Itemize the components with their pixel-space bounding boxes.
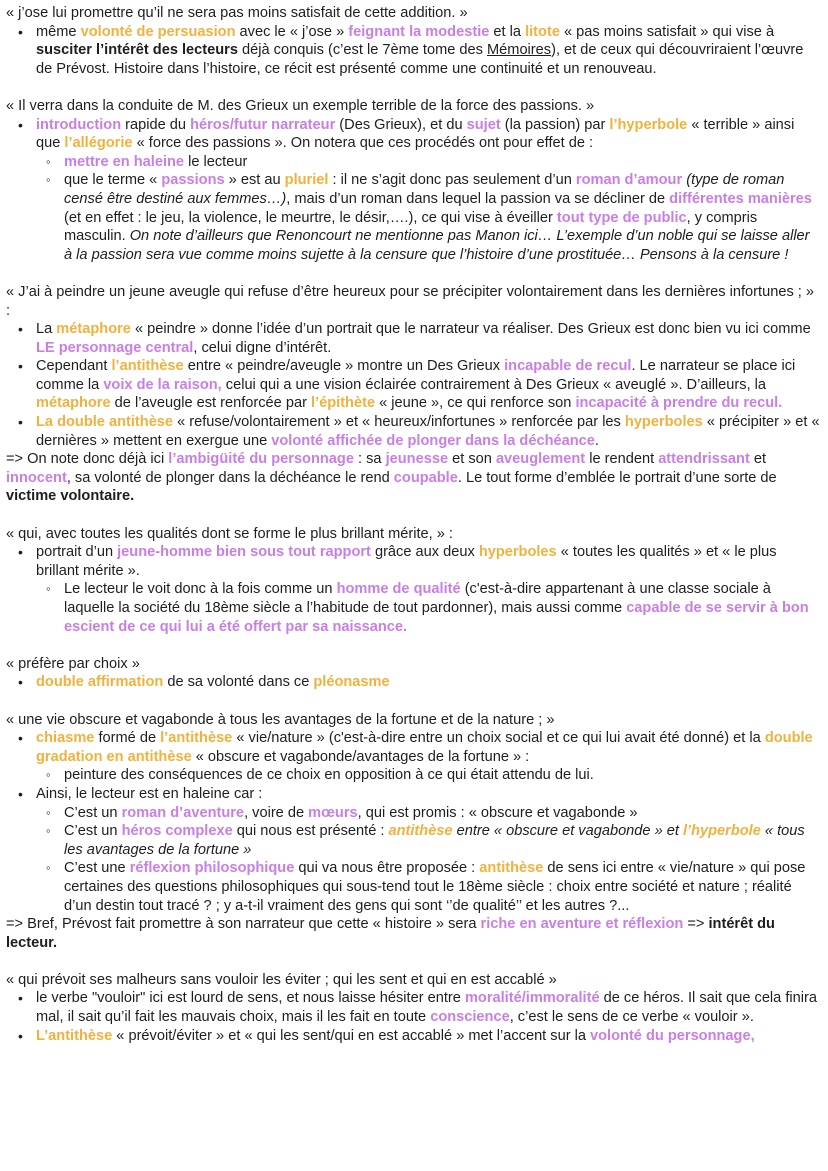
list-item: • introduction rapide du héros/futur narrateur (Des Grieux), et du sujet (la passion) par l’hyperbole « terrible » ainsi que l’allégorie « force des passions ». On notera que ces procédés ont pour effet de : ◦ mettre en haleine le lecteur ◦ que le terme « passions » est au pluriel : il ne s’agit donc pas seulement d’un roman d’amour (type de roman censé être destiné aux femmes…), mais d’un roman dans lequel la passion va se décliner de différentes manières (et en effet : le jeu, la violence, le meurtre, le désir,….), ce qui vise à éveiller tout type de public, y compris masculin. On note d’ailleurs que Renoncourt ne mentionne pas Manon ici… L’exemple d’un noble qui se laisse aller à la passion sera vue comme moins sujette à la censure que l’histoire d’une prostituée… Pensons à la censure !	[6, 116, 820, 265]
sub-list	[36, 580, 820, 636]
list-item: • double affirmation de sa volonté dans ce pléonasme	[6, 673, 820, 692]
sub-list	[36, 153, 820, 265]
list-item: • portrait d’un jeune-homme bien sous tout rapport grâce aux deux hyperboles « toutes les qualités » et « le plus brillant mérite ». ◦ Le lecteur le voit donc à la fois comme un homme de qualité (c'est-à-dire appartenant à une classe sociale à laquelle la société du 18ème siècle a l’habitude de tout pardonner), mais aussi comme capable de se servir à bon escient de ce qui lui a été offert par sa naissance.	[6, 543, 820, 636]
sub-list-item: ◦ Le lecteur le voit donc à la fois comme un homme de qualité (c'est-à-dire appartenant à une classe sociale à laquelle la société du 18ème siècle a l’habitude de tout pardonner), mais aussi comme capable de se servir à bon escient de ce qui lui a été offert par sa naissance.	[36, 580, 820, 636]
bullet-list	[6, 729, 820, 915]
bullet-list	[6, 116, 820, 265]
quote-text: « qui, avec toutes les qualités dont se forme le plus brillant mérite, » :	[6, 525, 453, 542]
sub-list-item: ◦ C’est une réflexion philosophique qui va nous être proposée : antithèse de sens ici entre « vie/nature » qui pose certaines des questions philosophiques qui sous-tend tout le 18ème siècle : choix entre société et nature ; réalité d’un destin tout tracé ? ; y a-t-il vraiment des gens qui sont ‘’de qualité’’ et les autres ?...	[36, 859, 820, 915]
sub-list	[36, 804, 820, 916]
quote-text: « préfère par choix »	[6, 655, 140, 672]
list-item: • L’antithèse « prévoit/éviter » et « qui les sent/qui en est accablé » met l’accent sur la volonté du personnage,	[6, 1027, 820, 1046]
sub-list	[36, 766, 820, 785]
bullet-list	[6, 320, 820, 450]
quote-text: « une vie obscure et vagabonde à tous les avantages de la fortune et de la nature ; »	[6, 711, 555, 728]
conclusion-text: => Bref, Prévost fait promettre à son narrateur que cette « histoire » sera riche en aventure et réflexion => intérêt du lecteur.	[6, 916, 775, 951]
conclusion-text: => On note donc déjà ici l’ambigüité du personnage : sa jeunesse et son aveuglement le rendent attendrissant et innocent, sa volonté de plonger dans la déchéance le rend coupable. Le tout forme d’emblée le portrait d’une sorte de victime volontaire.	[6, 451, 777, 505]
list-item: • le verbe "vouloir" ici est lourd de sens, et nous laisse hésiter entre moralité/immoralité de ce héros. Il sait que cela finira mal, il sait qu’il fait les mauvais choix, mais il les fait en toute conscience, c’est le sens de ce verbe « vouloir ».	[6, 989, 820, 1026]
quote-text: « qui prévoit ses malheurs sans vouloir les éviter ; qui les sent et qui en est accablé »	[6, 971, 557, 988]
list-item: • La double antithèse « refuse/volontairement » et « heureux/infortunes » renforcée par les hyperboles « précipiter » et « dernières » mettent en exergue une volonté affichée de plonger dans la déchéance.	[6, 413, 820, 450]
bullet-list	[6, 989, 820, 1045]
quote-text: « J’ai à peindre un jeune aveugle qui refuse d’être heureux pour se précipiter volontairement dans les dernières infortunes ; » :	[6, 283, 815, 319]
list-item: • chiasme formé de l’antithèse « vie/nature » (c'est-à-dire entre un choix social et ce qui lui avait été donné) et la double gradation en antithèse « obscure et vagabonde/avantages de la fortune » : ◦ peinture des conséquences de ce choix en opposition à ce qui était attendu de lui.	[6, 729, 820, 785]
quote-text: « j’ose lui promettre qu’il ne sera pas moins satisfait de cette addition. »	[6, 5, 468, 21]
list-item: • La métaphore « peindre » donne l’idée d’un portrait que le narrateur va réaliser. Des Grieux est donc bien vu ici comme LE personnage central, celui digne d’intérêt.	[6, 320, 820, 357]
sub-list-item: ◦ mettre en haleine le lecteur	[36, 153, 820, 172]
sub-list-item: ◦ C’est un héros complexe qui nous est présenté : antithèse entre « obscure et vagabonde » et l’hyperbole « tous les avantages de la fortune »	[36, 822, 820, 859]
bullet-list	[6, 23, 820, 79]
list-item: • même volonté de persuasion avec le « j’ose » feignant la modestie et la litote « pas moins satisfait » qui vise à susciter l’intérêt des lecteurs déjà conquis (c’est le 7ème tome des Mémoires), et de ceux qui découvriraient l’œuvre de Prévost. Histoire dans l’histoire, ce récit est présenté comme une continuité et un renouveau.	[6, 23, 820, 79]
sub-list-item: ◦ peinture des conséquences de ce choix en opposition à ce qui était attendu de lui.	[36, 766, 820, 785]
list-item: • Cependant l’antithèse entre « peindre/aveugle » montre un Des Grieux incapable de recul. Le narrateur se place ici comme la voix de la raison, celui qui a une vision éclairée contrairement à Des Grieux « aveuglé ». D’ailleurs, la métaphore de l’aveugle est renforcée par l’épithète « jeune », ce qui renforce son incapacité à prendre du recul.	[6, 357, 820, 413]
bullet-list	[6, 673, 820, 692]
quote-text: « Il verra dans la conduite de M. des Grieux un exemple terrible de la force des passions. »	[6, 97, 595, 114]
bullet-list	[6, 543, 820, 636]
sub-list-item: ◦ que le terme « passions » est au pluriel : il ne s’agit donc pas seulement d’un roman d’amour (type de roman censé être destiné aux femmes…), mais d’un roman dans lequel la passion va se décliner de différentes manières (et en effet : le jeu, la violence, le meurtre, le désir,….), ce qui vise à éveiller tout type de public, y compris masculin. On note d’ailleurs que Renoncourt ne mentionne pas Manon ici… L’exemple d’un noble qui se laisse aller à la passion sera vue comme moins sujette à la censure que l’histoire d’une prostituée… Pensons à la censure !	[36, 171, 820, 264]
list-item: • Ainsi, le lecteur est en haleine car : ◦ C’est un roman d’aventure, voire de mœurs, qui est promis : « obscure et vagabonde » ◦ C’est un héros complexe qui nous est présenté : antithèse entre « obscure et vagabonde » et l’hyperbole « tous les avantages de la fortune » ◦ C’est une réflexion philosophique qui va nous être proposée : antithèse de sens ici entre « vie/nature » qui pose certaines des questions philosophiques qui sous-tend tout le 18ème siècle : choix entre société et nature ; réalité d’un destin tout tracé ? ; y a-t-il vraiment des gens qui sont ‘’de qualité’’ et les autres ?...	[6, 785, 820, 915]
sub-list-item: ◦ C’est un roman d’aventure, voire de mœurs, qui est promis : « obscure et vagabonde »	[36, 804, 820, 823]
